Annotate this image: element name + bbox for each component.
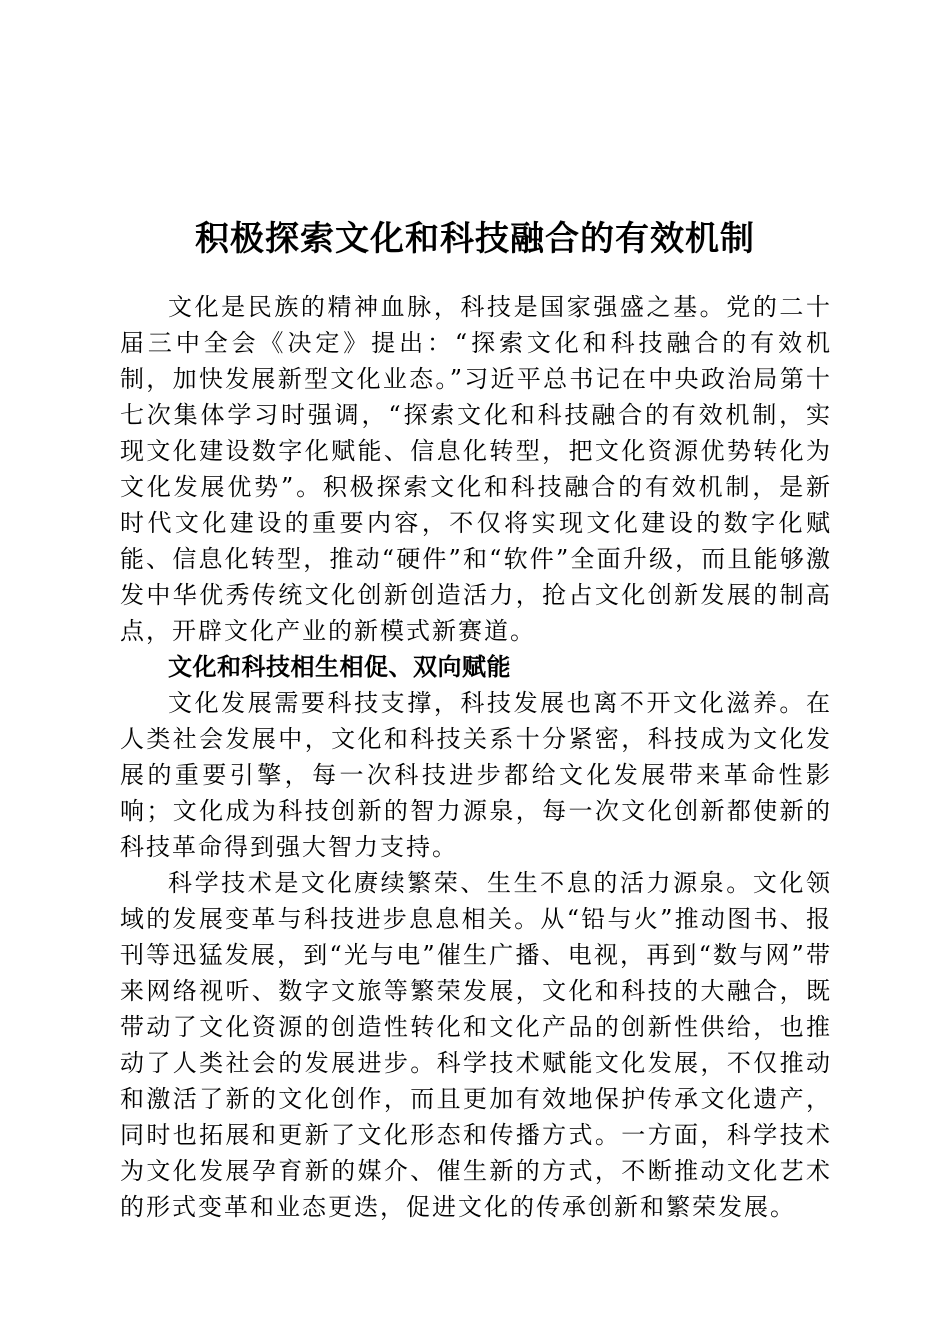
section-heading: 文化和科技相生相促、双向赋能 bbox=[168, 653, 511, 681]
document-body bbox=[120, 289, 832, 1225]
document-title: 积极探索文化和科技融合的有效机制 bbox=[195, 218, 755, 259]
paragraph-culture-tech: 文化发展需要科技支撑，科技发展也离不开文化滋养。在人类社会发展中，文化和科技关系十分紧密，科技成为文化发展的重要引擎，每一次科技进步都给文化发展带来革命性影响；文化成为科技创新的智力源泉，每一次文化创新都使新的科技革命得到强大智力支持。 bbox=[120, 689, 832, 861]
paragraph-science-technology: 科学技术是文化赓续繁荣、生生不息的活力源泉。文化领域的发展变革与科技进步息息相关。从“铅与火”推动图书、报刊等迅猛发展，到“光与电”催生广播、电视，再到“数与网”带来网络视听、数字文旅等繁荣发展，文化和科技的大融合，既带动了文化资源的创造性转化和文化产品的创新性供给，也推动了人类社会的发展进步。科学技术赋能文化发展，不仅推动和激活了新的文化创作，而且更加有效地保护传承文化遗产，同时也拓展和更新了文化形态和传播方式。一方面，科学技术为文化发展孕育新的媒介、催生新的方式，不断推动文化艺术的形式变革和业态更迭，促进文化的传承创新和繁荣发展。 bbox=[120, 869, 832, 1221]
paragraph-intro: 文化是民族的精神血脉，科技是国家强盛之基。党的二十届三中全会《决定》提出：“探索文化和科技融合的有效机制，加快发展新型文化业态。”习近平总书记在中央政治局第十七次集体学习时强调，“探索文化和科技融合的有效机制，实现文化建设数字化赋能、信息化转型，把文化资源优势转化为文化发展优势”。积极探索文化和科技融合的有效机制，是新时代文化建设的重要内容，不仅将实现文化建设的数字化赋能、信息化转型，推动“硬件”和“软件”全面升级，而且能够激发中华优秀传统文化创新创造活力，抢占文化创新发展的制高点，开辟文化产业的新模式新赛道。 bbox=[120, 293, 832, 645]
